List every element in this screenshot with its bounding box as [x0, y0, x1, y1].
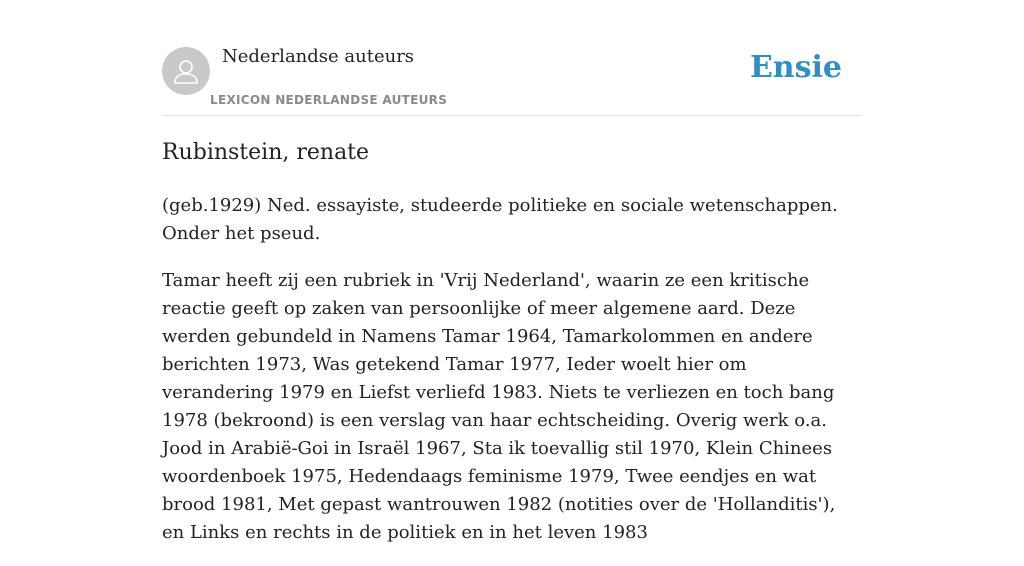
user-icon — [171, 56, 201, 86]
entry-paragraph-1: (geb.1929) Ned. essayiste, studeerde politieke en sociale wetenschappen. Onder het pseud. — [162, 195, 838, 244]
source-header — [162, 0, 862, 116]
entry-body — [162, 192, 862, 566]
brand-logo[interactable]: Ensie — [749, 50, 842, 85]
content-container — [162, 0, 862, 543]
entry-paragraph-2: Tamar heeft zij een rubriek in 'Vrij Nederland', waarin ze een kritische reactie geeft op zaken van persoonlijke of meer algemene aard. Deze werden gebundeld in Namens Tamar 1964, Tamarkolommen en andere berichten 1973, Was getekend Tamar 1977, Ieder woelt hier om verandering 1979 en Liefst verliefd 1983. Niets te verliezen en toch bang 1978 (bekroond) is een verslag van haar echtscheiding. Overig werk o.a. Jood in Arabië-Goi in Israël 1967, Sta ik toevallig stil 1970, Klein Chinees woordenboek 1975, Hedendaags feminisme 1979, Twee eendjes en wat brood 1981, Met gepast wantrouwen 1982 (notities over de 'Hollanditis'), en Links en rechts in de politiek en in het leven 1983 — [162, 270, 836, 543]
source-title[interactable]: Nederlandse auteurs — [222, 46, 415, 67]
entry-title: Rubinstein, renate — [162, 140, 370, 165]
source-subtitle[interactable]: LEXICON NEDERLANDSE AUTEURS — [210, 93, 448, 107]
source-avatar[interactable] — [162, 47, 210, 95]
